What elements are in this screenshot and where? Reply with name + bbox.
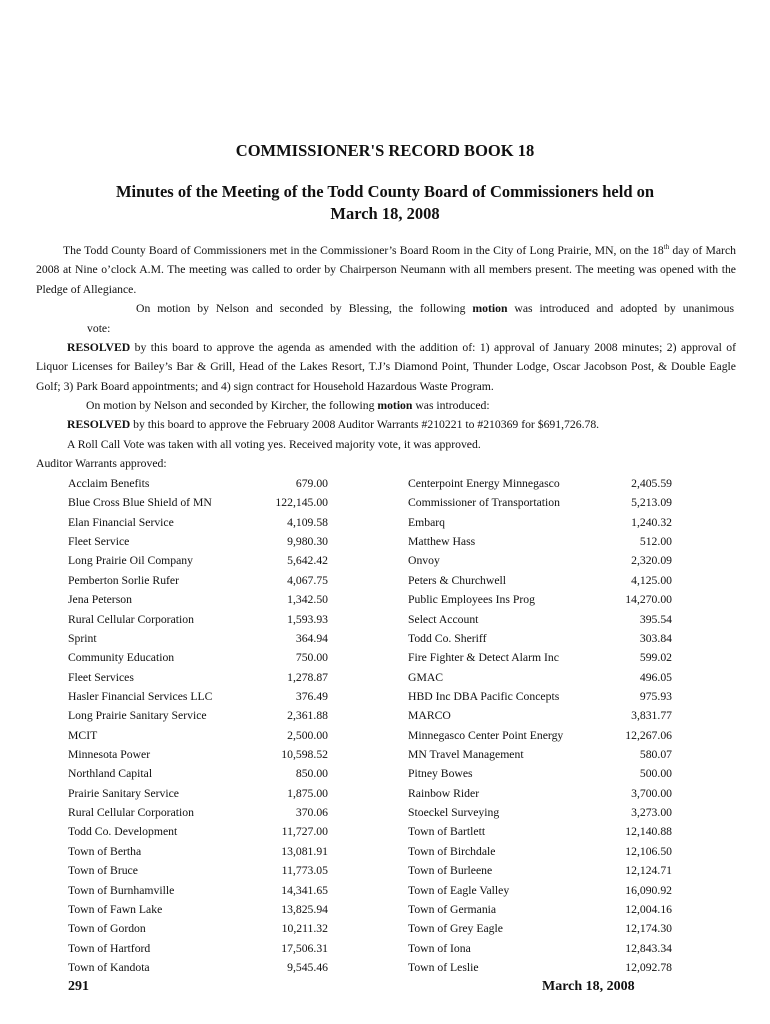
payee-name: Long Prairie Oil Company <box>68 554 193 568</box>
payee-name: Town of Bertha <box>68 844 142 858</box>
warrant-row <box>0 900 770 919</box>
payee-name: Stoeckel Surveying <box>408 806 500 820</box>
page-number: 291 <box>68 979 89 994</box>
warrant-row <box>0 590 770 609</box>
payee-amount: 14,341.65 <box>281 883 328 897</box>
warrant-row <box>0 881 770 900</box>
payee-name: MCIT <box>68 728 98 742</box>
payee-amount: 580.07 <box>639 748 672 762</box>
payee-amount: 2,361.88 <box>287 709 328 723</box>
payee-name: Minnegasco Center Point Energy <box>408 728 564 742</box>
warrant-row <box>0 706 770 725</box>
payee-amount: 1,342.50 <box>287 593 328 607</box>
payee-name: MARCO <box>408 709 451 723</box>
ordinal-suffix: th <box>663 243 670 252</box>
opening-text-part2: day of March 2008 at Nine o’clock A.M. The meeting was called to order by Chairperson Neumann with all members present. The meeting was opened with the Pledge of Allegiance. <box>36 244 736 296</box>
payee-amount: 11,773.05 <box>281 864 328 878</box>
payee-amount: 364.94 <box>295 631 328 645</box>
payee-amount: 4,067.75 <box>287 573 328 587</box>
warrant-row <box>0 726 770 745</box>
payee-amount: 12,124.71 <box>625 864 672 878</box>
resolution-1-label: RESOLVED <box>67 341 131 354</box>
payee-name: Town of Eagle Valley <box>408 883 510 897</box>
payee-name: MN Travel Management <box>408 748 524 762</box>
warrant-row <box>0 551 770 570</box>
payee-name: Town of Bartlett <box>408 825 486 839</box>
warrants-heading: Auditor Warrants approved: <box>36 457 167 470</box>
warrant-row <box>0 764 770 783</box>
payee-amount: 16,090.92 <box>625 883 672 897</box>
payee-name: HBD Inc DBA Pacific Concepts <box>408 689 560 703</box>
warrants-table <box>0 474 770 977</box>
roll-call-statement: A Roll Call Vote was taken with all voting yes. Received majority vote, it was approved. <box>67 438 481 451</box>
payee-name: Town of Burnhamville <box>68 883 175 897</box>
warrant-row <box>0 513 770 532</box>
payee-amount: 512.00 <box>639 535 672 549</box>
payee-amount: 2,405.59 <box>631 477 672 490</box>
payee-name: Northland Capital <box>68 767 153 781</box>
payee-name: Town of Kandota <box>68 960 150 974</box>
warrant-row <box>0 822 770 841</box>
payee-name: Minnesota Power <box>68 748 151 762</box>
payee-name: Town of Fawn Lake <box>68 902 163 916</box>
resolution-2 <box>67 415 599 434</box>
payee-name: Town of Iona <box>408 941 471 955</box>
payee-amount: 9,545.46 <box>287 960 328 974</box>
payee-name: Town of Grey Eagle <box>408 922 503 936</box>
resolution-1-text: by this board to approve the agenda as amended with the addition of: 1) approval of January 2008 minutes; 2) approval of Liquor Licenses for Bailey’s Bar & Grill, Head of the Lakes Resort, T.J’s Diamond Point, Thunder Lodge, Oscar Jacobson Post, & Double Eagle Golf; 3) Park Board appointments; and 4) sign contract for Household Hazardous Waste Program. <box>36 341 736 393</box>
payee-amount: 1,278.87 <box>287 670 328 684</box>
motion-1-bold: motion <box>472 302 508 315</box>
warrant-row <box>0 668 770 687</box>
warrant-row <box>0 532 770 551</box>
warrant-row <box>0 861 770 880</box>
payee-amount: 2,500.00 <box>287 728 328 742</box>
payee-name: Sprint <box>68 631 97 645</box>
payee-amount: 500.00 <box>639 767 672 781</box>
payee-amount: 12,267.06 <box>625 728 672 742</box>
payee-name: Pemberton Sorlie Rufer <box>68 573 180 587</box>
warrant-row <box>0 687 770 706</box>
payee-name: Fleet Service <box>68 535 130 549</box>
payee-amount: 679.00 <box>295 477 328 490</box>
payee-name: Matthew Hass <box>408 535 476 549</box>
payee-amount: 3,273.00 <box>631 806 672 820</box>
payee-name: Town of Leslie <box>408 960 479 974</box>
payee-amount: 1,593.93 <box>287 612 328 626</box>
payee-amount: 303.84 <box>639 631 672 645</box>
payee-amount: 13,081.91 <box>281 844 328 858</box>
payee-amount: 12,106.50 <box>625 844 672 858</box>
payee-amount: 376.49 <box>295 689 328 703</box>
payee-name: Rural Cellular Corporation <box>68 806 194 820</box>
payee-name: Rainbow Rider <box>408 786 480 800</box>
payee-name: Elan Financial Service <box>68 515 174 529</box>
payee-amount: 10,211.32 <box>281 922 328 936</box>
resolution-2-label: RESOLVED <box>67 418 131 431</box>
payee-name: Town of Hartford <box>68 941 151 955</box>
payee-name: Embarq <box>408 515 445 529</box>
payee-amount: 4,109.58 <box>287 515 328 529</box>
warrant-row <box>0 842 770 861</box>
payee-amount: 12,092.78 <box>625 960 672 974</box>
payee-amount: 14,270.00 <box>625 593 672 607</box>
payee-amount: 2,320.09 <box>631 554 672 568</box>
minutes-title-line2: March 18, 2008 <box>330 204 440 223</box>
payee-name: Community Education <box>68 651 175 665</box>
payee-name: Todd Co. Development <box>68 825 178 839</box>
payee-name: Onvoy <box>408 554 440 568</box>
payee-name: Pitney Bowes <box>408 767 473 781</box>
payee-name: Town of Gordon <box>68 922 146 936</box>
payee-amount: 3,831.77 <box>631 709 672 723</box>
minutes-title <box>0 181 770 225</box>
payee-amount: 370.06 <box>295 806 328 820</box>
payee-amount: 11,727.00 <box>281 825 328 839</box>
payee-name: Fire Fighter & Detect Alarm Inc <box>408 651 559 665</box>
payee-name: Fleet Services <box>68 670 134 684</box>
payee-amount: 395.54 <box>639 612 672 626</box>
payee-amount: 850.00 <box>295 767 328 781</box>
motion-2-text-end: was introduced: <box>412 399 490 412</box>
payee-name: Rural Cellular Corporation <box>68 612 194 626</box>
motion-2-bold: motion <box>377 399 413 412</box>
payee-name: Peters & Churchwell <box>408 573 507 587</box>
payee-name: GMAC <box>408 670 444 684</box>
warrant-row <box>0 784 770 803</box>
payee-amount: 12,140.88 <box>625 825 672 839</box>
motion-2 <box>86 396 490 415</box>
warrant-row <box>0 493 770 512</box>
payee-name: Jena Peterson <box>68 593 132 607</box>
payee-name: Town of Bruce <box>68 864 138 878</box>
payee-amount: 4,125.00 <box>631 573 672 587</box>
resolution-2-text: by this board to approve the February 2008 Auditor Warrants #210221 to #210369 for $691,726.78. <box>130 418 600 431</box>
payee-name: Prairie Sanitary Service <box>68 786 179 800</box>
payee-amount: 1,875.00 <box>287 786 328 800</box>
payee-name: Commissioner of Transportation <box>408 496 560 510</box>
payee-name: Long Prairie Sanitary Service <box>68 709 207 723</box>
payee-name: Blue Cross Blue Shield of MN <box>68 496 212 510</box>
payee-amount: 599.02 <box>639 651 672 665</box>
minutes-title-line1: Minutes of the Meeting of the Todd County Board of Commissioners held on <box>115 182 655 201</box>
vote-label: vote: <box>87 322 111 335</box>
record-book-title: COMMISSIONER'S RECORD BOOK 18 <box>235 141 535 160</box>
payee-amount: 5,213.09 <box>631 496 672 510</box>
payee-name: Town of Birchdale <box>408 844 496 858</box>
payee-amount: 3,700.00 <box>631 786 672 800</box>
resolution-1 <box>36 338 736 396</box>
payee-name: Acclaim Benefits <box>68 477 150 490</box>
warrant-row <box>0 571 770 590</box>
payee-amount: 9,980.30 <box>287 535 328 549</box>
warrant-row <box>0 958 770 977</box>
payee-name: Centerpoint Energy Minnegasco <box>408 477 560 490</box>
payee-amount: 12,004.16 <box>625 902 672 916</box>
opening-text-part1: The Todd County Board of Commissioners met in the Commissioner’s Board Room in the City of Long Prairie, MN, on the 18 <box>63 244 664 257</box>
warrant-row <box>0 648 770 667</box>
payee-amount: 1,240.32 <box>631 515 672 529</box>
payee-amount: 122,145.00 <box>275 496 328 510</box>
payee-amount: 10,598.52 <box>281 748 328 762</box>
opening-paragraph <box>36 241 736 299</box>
footer-date: March 18, 2008 <box>542 979 635 994</box>
warrant-row <box>0 474 770 493</box>
warrant-row <box>0 610 770 629</box>
warrant-row <box>0 803 770 822</box>
motion-2-text: On motion by Nelson and seconded by Kircher, the following <box>86 399 378 412</box>
warrant-row <box>0 939 770 958</box>
payee-name: Public Employees Ins Prog <box>408 593 535 607</box>
payee-name: Select Account <box>408 612 479 626</box>
payee-name: Todd Co. Sheriff <box>408 631 487 645</box>
payee-name: Town of Burleene <box>408 864 493 878</box>
motion-1-text-end: was introduced and adopted by unanimous <box>507 302 734 315</box>
warrant-row <box>0 629 770 648</box>
payee-amount: 12,174.30 <box>625 922 672 936</box>
motion-1 <box>136 299 734 318</box>
payee-name: Town of Germania <box>408 902 497 916</box>
payee-amount: 750.00 <box>295 651 328 665</box>
warrant-row <box>0 745 770 764</box>
payee-name: Hasler Financial Services LLC <box>68 689 213 703</box>
payee-amount: 496.05 <box>639 670 672 684</box>
payee-amount: 13,825.94 <box>281 902 328 916</box>
motion-1-text: On motion by Nelson and seconded by Blessing, the following <box>136 302 473 315</box>
warrant-row <box>0 919 770 938</box>
payee-amount: 17,506.31 <box>281 941 328 955</box>
payee-amount: 975.93 <box>639 689 672 703</box>
payee-amount: 5,642.42 <box>287 554 328 568</box>
payee-amount: 12,843.34 <box>625 941 672 955</box>
